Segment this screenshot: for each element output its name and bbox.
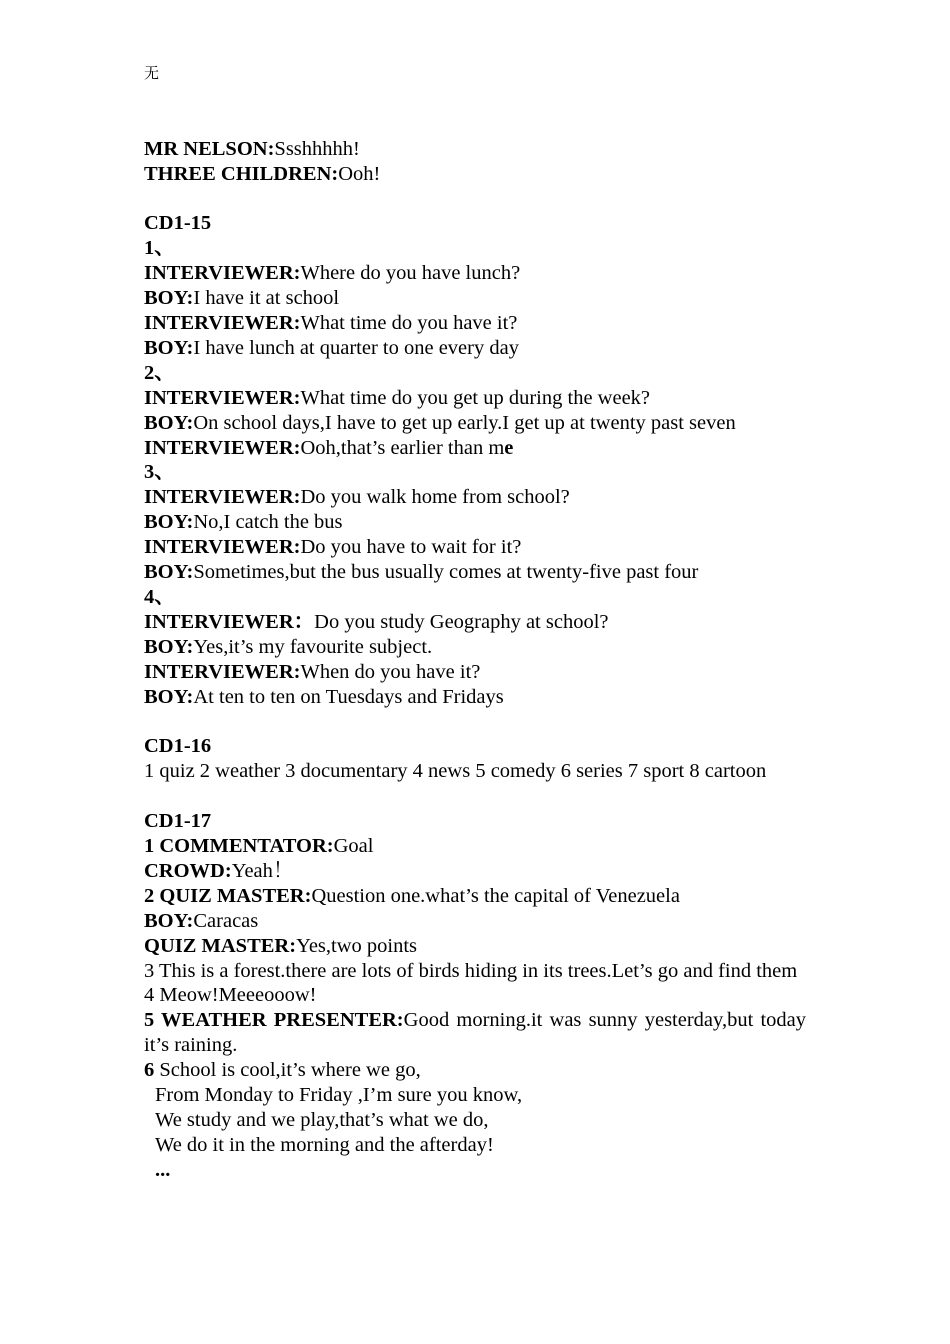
dialogue-line [144, 859, 806, 884]
speaker: BOY: [144, 511, 194, 534]
speaker: BOY: [144, 561, 194, 584]
speech: Yeah！ [231, 859, 294, 882]
speech: Do you walk home from school? [300, 486, 570, 509]
speaker: BOY: [144, 685, 194, 708]
speaker: INTERVIEWER: [144, 660, 301, 683]
speech: Goal [333, 835, 374, 858]
song-line: From Monday to Friday ,I’m sure you know, [155, 1084, 523, 1107]
song-text: School is cool,it’s where we go, [154, 1059, 421, 1082]
speech: No,I catch the bus [193, 511, 343, 534]
song-line: We do it in the morning and the afterday! [155, 1133, 494, 1156]
speech: I have lunch at quarter to one every day [193, 336, 519, 359]
speaker: INTERVIEWER: [144, 486, 301, 509]
item-number: 4、 [144, 585, 175, 608]
section-title-cd1-17: CD1-17 [144, 810, 212, 833]
speaker: INTERVIEWER： [144, 610, 315, 633]
speech: Ooh! [338, 162, 381, 185]
dialogue-line [144, 261, 806, 286]
speech: Where do you have lunch? [300, 262, 521, 285]
item-number: 2、 [144, 361, 175, 384]
speech-tail: e [504, 436, 514, 459]
speaker: BOY: [144, 635, 194, 658]
speaker: BOY: [144, 909, 194, 932]
vocabulary-list: 1 quiz 2 weather 3 documentary 4 news 5 comedy 6 series 7 sport 8 cartoon [144, 760, 767, 783]
dialogue-line [144, 162, 806, 187]
item-number: 1、 [144, 237, 175, 260]
dialogue-line [144, 934, 806, 959]
speaker: 5 WEATHER PRESENTER: [144, 1009, 404, 1032]
dialogue-line [144, 1008, 806, 1058]
speaker: INTERVIEWER: [144, 536, 301, 559]
speech: Do you have to wait for it? [300, 536, 522, 559]
speech: When do you have it? [300, 660, 481, 683]
item-number: 3、 [144, 461, 175, 484]
speaker: BOY: [144, 411, 194, 434]
speech: Ooh,that’s earlier than m [300, 436, 505, 459]
speech: Yes,it’s my favourite subject. [193, 635, 433, 658]
speaker: INTERVIEWER: [144, 386, 301, 409]
speech: Do you study Geography at school? [314, 610, 609, 633]
song-line [144, 1058, 806, 1083]
section-title-cd1-16: CD1-16 [144, 735, 212, 758]
speech: What time do you have it? [300, 312, 518, 335]
dialogue-line [144, 834, 806, 859]
dialogue-line [144, 685, 806, 710]
dialogue-line [144, 336, 806, 361]
section-title-cd1-15: CD1-15 [144, 212, 212, 235]
speaker: 2 QUIZ MASTER: [144, 884, 312, 907]
speaker: QUIZ MASTER: [144, 934, 297, 957]
speech: Yes,two points [296, 934, 418, 957]
speech: On school days,I have to get up early.I get up at twenty past seven [193, 411, 736, 434]
speech: Good morning.it was sunny yesterday,but today it’s raining. [144, 1009, 806, 1057]
speaker: 1 COMMENTATOR: [144, 835, 334, 858]
speech: At ten to ten on Tuesdays and Fridays [193, 685, 504, 708]
speaker: BOY: [144, 336, 194, 359]
speech: I have it at school [193, 287, 340, 310]
speech: Caracas [193, 909, 259, 932]
dialogue-line [144, 311, 806, 336]
dialogue-line [144, 660, 806, 685]
song-ellipsis: ... [155, 1158, 171, 1181]
speaker: INTERVIEWER: [144, 312, 301, 335]
speaker: THREE CHILDREN: [144, 162, 339, 185]
speech: Question one.what’s the capital of Venezuela [311, 884, 680, 907]
song-number: 6 [144, 1059, 155, 1082]
dialogue-line [144, 485, 806, 510]
dialogue-line [144, 411, 806, 436]
speaker: MR NELSON: [144, 137, 275, 160]
dialogue-line [144, 884, 806, 909]
narration-line: 4 Meow!Meeeooow! [144, 984, 317, 1007]
speech: Sometimes,but the bus usually comes at twenty-five past four [193, 561, 699, 584]
dialogue-line [144, 635, 806, 660]
dialogue-line [144, 137, 806, 162]
narration-line: 3 This is a forest.there are lots of birds hiding in its trees.Let’s go and find them [144, 959, 798, 982]
song-line: We study and we play,that’s what we do, [155, 1108, 489, 1131]
speaker: CROWD: [144, 859, 232, 882]
dialogue-line [144, 535, 806, 560]
dialogue-line [144, 286, 806, 311]
dialogue-line [144, 560, 806, 585]
dialogue-line [144, 610, 806, 635]
document-page [144, 62, 806, 1183]
dialogue-line [144, 909, 806, 934]
speaker: INTERVIEWER: [144, 436, 301, 459]
speech: Ssshhhhh! [274, 137, 360, 160]
dialogue-line [144, 386, 806, 411]
speaker: BOY: [144, 287, 194, 310]
speech: What time do you get up during the week? [300, 386, 651, 409]
header-mark: 无 [144, 66, 160, 82]
speaker: INTERVIEWER: [144, 262, 301, 285]
dialogue-line [144, 510, 806, 535]
dialogue-line [144, 436, 806, 461]
